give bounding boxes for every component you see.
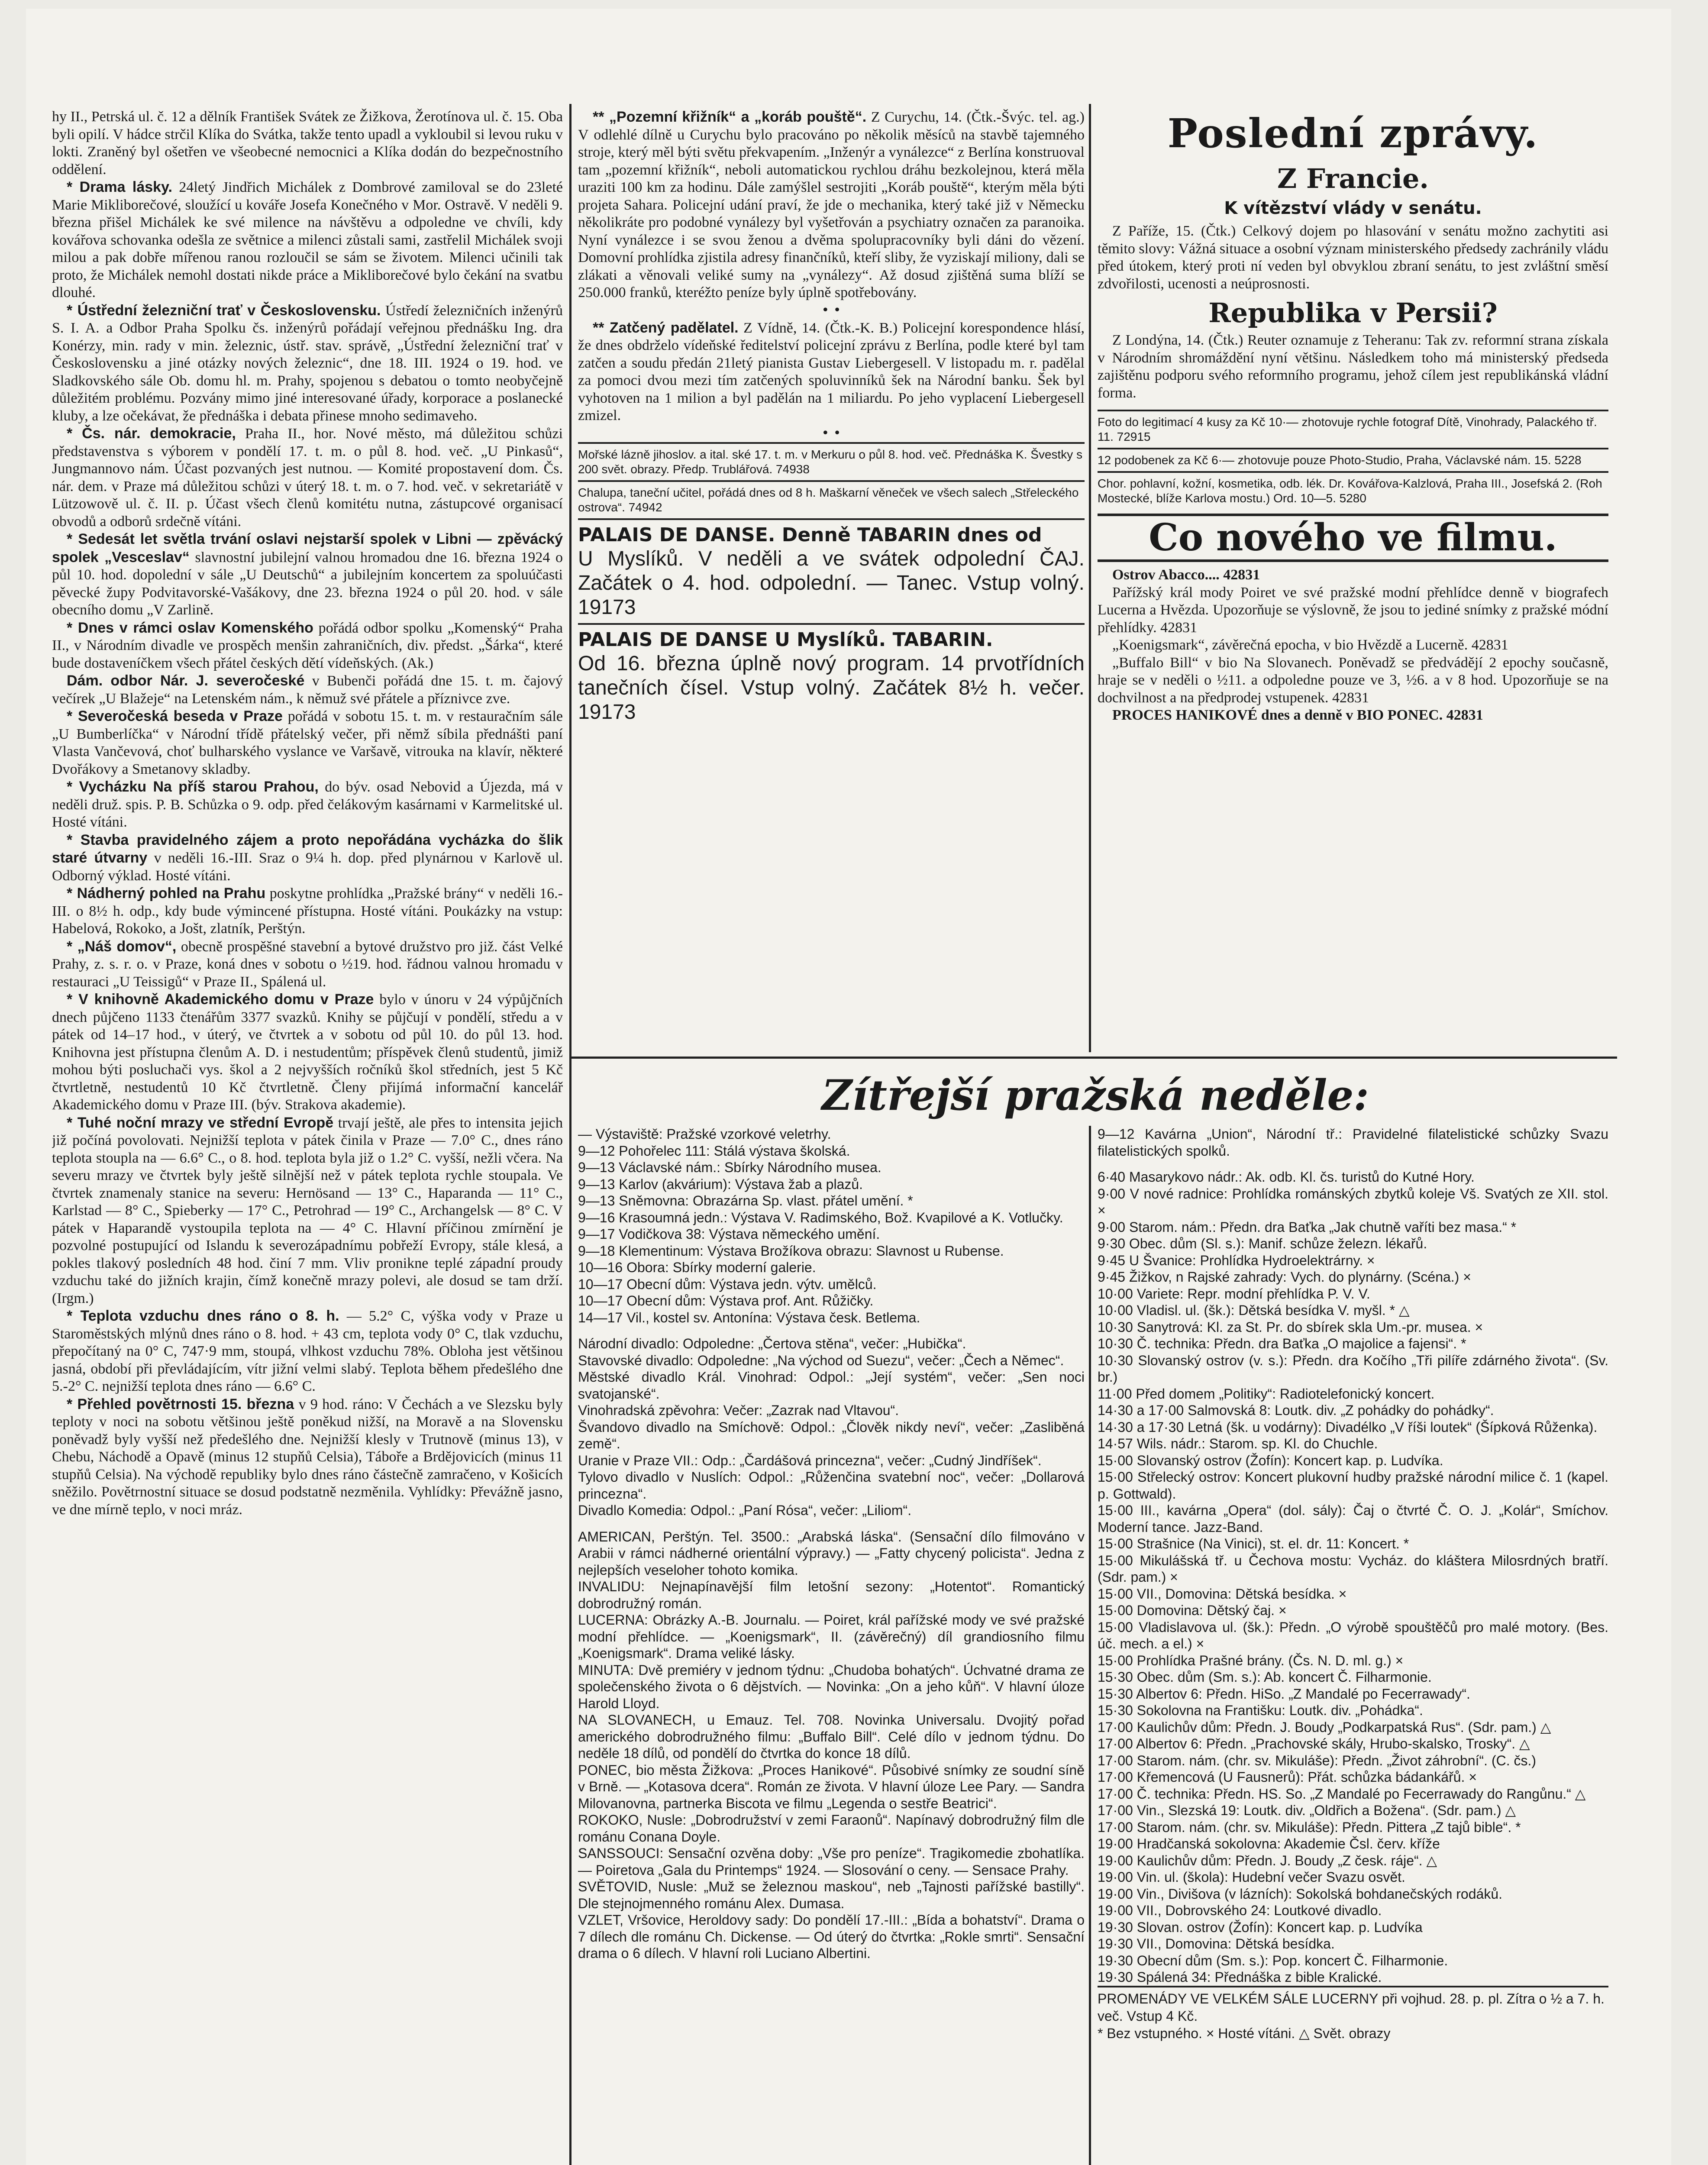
program-entry: 9—13 Václavské nám.: Sbírky Národního musea. — [578, 1160, 881, 1175]
article-paragraph — [52, 425, 563, 530]
program-entry: NA SLOVANECH, u Emauz. Tel. 708. Novinka Universalu. Dvojitý pořad amerického dobrodružného filmu: „Buffalo Bill“. Celé dílo v jednom týdnu. Do neděle 18 dílů, od pondělí do čtvrtka do konce 18 dílů. — [578, 1712, 1085, 1761]
event-entry: 15·00 VII., Domovina: Dětská besídka. × — [1098, 1586, 1347, 1602]
event-entry: 17·00 Křemencová (U Fausnerů): Přát. schůzka bádankářů. × — [1098, 1769, 1477, 1785]
column-sunday-program-left — [578, 1126, 1085, 2165]
event-entry: 9·30 Obec. dům (Sl. s.): Manif. schůze železn. lékařů. — [1098, 1236, 1427, 1251]
program-entry: 9—12 Pohořelec 111: Stálá výstava školská. — [578, 1143, 850, 1159]
event-entry: 15·30 Obec. dům (Sm. s.): Ab. koncert Č. Filharmonie. — [1098, 1669, 1432, 1685]
event-entry: 19·30 VII., Domovina: Dětská besídka. — [1098, 1936, 1335, 1952]
article-paragraph — [52, 672, 563, 708]
program-entry: 9—13 Sněmovna: Obrazárna Sp. vlast. přátel umění. * — [578, 1193, 913, 1209]
film-notice: Pařížský král mody Poiret ve své pražské modní přehlídce denně v biografech Lucerna a Hvězda. Upozorňuje se výslovně, že jsou to jediné snímky z pražské módní přehlídky. 42831 — [1098, 584, 1608, 636]
article-text: v 9 hod. ráno: V Čechách a ve Slezsku byly teploty v noci na sobotu většinou ještě poněkud nižší, na Moravě a na Slovensku poněvadž byly vyšší než předešlého dne. Nejnižší klesly v Trutnově (minus 13), v Chebu, Náchodě a Opavě (minus 12 stupňů Celsia), Táboře a Brdějovicích (minus 11 stupňů Celsia). Na východě republiky bylo dnes ráno částečně zamračeno, v Košicích sněžilo. Povětrnostní situace se dosud podstatně nezměnila. Vyhlídky: Převážně jasno, ve dne mírně teplo, v noci mráz. — [52, 1396, 563, 1518]
event-entry: 9·45 Žižkov, n Rajské zahrady: Vych. do plynárny. (Scéna.) × — [1098, 1269, 1471, 1285]
article-heading: * Drama lásky. — [67, 179, 172, 195]
article-paragraph — [52, 619, 563, 672]
article-heading: * Severočeská beseda v Praze — [67, 708, 283, 724]
advertisement — [578, 442, 1085, 480]
event-entry: 10·00 Variete: Repr. modní přehlídka P. V. V. — [1098, 1286, 1370, 1302]
article-heading: * „Náš domov“, — [67, 938, 177, 955]
article-paragraph — [52, 1114, 563, 1308]
film-notice: Ostrov Abacco.... 42831 — [1112, 567, 1260, 583]
ad-text: Mořské lázně jihoslov. a ital. ské 17. t. m. v Merkuru o půl 8. hod. več. Přednáška K. Švestky s 200 svět. obrazy. Předp. Trublářová. 74938 — [578, 447, 1083, 476]
program-entry: INVALIDU: Nejnapínavější film letošní sezony: „Hotentot“. Romantický dobrodružný román. — [578, 1579, 1085, 1611]
film-notice: „Koenigsmark“, závěrečná epocha, v bio Hvězdě a Lucerně. 42831 — [1112, 637, 1508, 653]
france-headline: Z Francie. — [1277, 163, 1429, 194]
program-entry: LUCERNA: Obrázky A.-B. Journalu. — Poiret, král pařížské mody ve své pražské modní přehlídce. — „Koenigsmark“, II. (závěrečný) díl grandiosního filmu „Koenigsmark“. Drama veliké lásky. — [578, 1612, 1085, 1661]
program-entry: Uranie v Praze VII.: Odp.: „Čardášová princezna“, večer: „Cudný Jindříšek“. — [578, 1452, 1042, 1468]
article-paragraph — [52, 178, 563, 302]
article-heading: * Dnes v rámci oslav Komenského — [67, 619, 313, 636]
event-entry: 15·00 Střelecký ostrov: Koncert plukovní hudby pražské národní milice č. 1 (kapel. p. Gottwald). — [1098, 1469, 1608, 1502]
tomorrow-sunday-headline: Zítřejší pražská neděle: — [822, 1071, 1369, 1120]
article-heading: * Čs. nár. demokracie, — [67, 425, 236, 442]
column-rule-1 — [569, 104, 571, 2165]
event-entry: 19·00 Hradčanská sokolovna: Akademie Čsl. červ. kříže — [1098, 1836, 1440, 1852]
article-paragraph — [52, 708, 563, 778]
article-text: Z Vídně, 14. (Čtk.-K. B.) Policejní korespondence hlásí, že dnes obdrželo vídeňské ředitelství policejní zprávu z Berlína, podle které byl tam zatčen a soudu předán 21letý pianista Gustav Liebergesell. V listopadu m. r. padělal za pomoci dvou mezi tím zatčených spoluvinníků šek na Národní banku. Šek byl vyhotoven na 1 milion a byl padělán na 1 miliardu. Po jeho vyplacení Liebergesell zmizel. — [578, 320, 1085, 423]
program-entry: Švandovo divadlo na Smíchově: Odpol.: „Člověk nikdy neví“, večer: „Zasliběná země“. — [578, 1419, 1085, 1451]
article-heading: * Tuhé noční mrazy ve střední Evropě — [67, 1114, 334, 1131]
article-text: Praha II., hor. Nové město, má důležitou schůzi představenstva s výborem v pondělí 17. t. m. o půl 8. hod. več. „U Pinkasů“, Jungmannovo nám. Účast pozvaných jest nutnou. — Komité propostavení dom. Čs. nár. dem. v Praze má důležitou schůzi v úterý 18. t. m. o 7. hod. več. v sekretariátě v Lützowově ul. č. II. p. Účast všech členů komitétu nutna, zástupcové organisací obvodů a odborů srdečně vítáni. — [52, 426, 563, 530]
event-entry: 6·40 Masarykovo nádr.: Ak. odb. Kl. čs. turistů do Kutné Hory. — [1098, 1169, 1475, 1185]
article-paragraph — [52, 302, 563, 425]
film-notice: „Buffalo Bill“ v bio Na Slovanech. Poněvadž se předvádějí 2 epochy současně, hraje se v neděli o ½11. a odpoledne pouze ve 3, ½6. a v 8 hod. Upozorňuje se na dochvilnost a na předprodej vstupenek. 42831 — [1098, 654, 1608, 706]
section-rule — [569, 1057, 1617, 1059]
program-entry: Městské divadlo Král. Vinohrad: Odpol.: „Její systém“, večer: „Sen noci svatojanské“. — [578, 1369, 1085, 1402]
advertisement — [578, 623, 1085, 728]
spacer — [578, 1326, 1085, 1335]
ad-title: PALAIS DE DANSE. Denně TABARIN dnes od — [578, 523, 1042, 546]
article-heading: * Přehled povětrnosti 15. března — [67, 1396, 294, 1412]
event-entry: 14·30 a 17·30 Letná (šk. u vodárny): Divadélko „V říši loutek“ (Šípková Růženka). — [1098, 1419, 1598, 1435]
latest-news-banner: Poslední zprávy. — [1167, 110, 1539, 157]
article-text: do býv. osad Nebovid a Újezda, má v neděli druž. spis. P. B. Schůzka o 9. odp. před čelákovým kasárnami v Karmelitské ul. Hosté vítáni. — [52, 779, 563, 830]
film-notice: PROCES HANIKOVÉ dnes a denně v BIO PONEC. 42831 — [1112, 707, 1483, 723]
article-paragraph — [52, 991, 563, 1114]
footer-note: PROMENÁDY VE VELKÉM SÁLE LUCERNY při vojhud. 28. p. pl. Zítra o ½ a 7. h. več. Vstup 4 Kč. — [1098, 1991, 1605, 2024]
program-entry: PONEC, bio města Žižkova: „Proces Hanikové“. Působivé snímky ze soudní síně v Brně. — „Kotasova dcera“. Román ze života. V hlavní úloze Lee Pary. — Sandra Milovanovna, partnerka Biscota ve filmu „Legenda o sestře Beatrici“. — [578, 1762, 1085, 1811]
event-entry: 15·30 Albertov 6: Předn. HiSo. „Z Mandalé po Fecerrawady“. — [1098, 1686, 1470, 1702]
program-entry: VZLET, Vršovice, Heroldovy sady: Do pondělí 17.-III.: „Bída a bohatství“. Drama o 7 dílech dle románu Ch. Dickense. — Od úterý do čtvrtka: „Rokle smrti“. Sensační drama o 6 dílech. V hlavní roli Luciano Albertini. — [578, 1912, 1085, 1961]
france-article: Z Paříže, 15. (Čtk.) Celkový dojem po hlasování v senátu možno zachytiti asi těmito slovy: Vážná situace a osobní význam ministerského předsedy zachránily vládu před útokem, který proti ní veden byl obvyklou zbraní senátu, to jest zvláštní směsí zdvořilosti, ucenosti a neúprosnosti. — [1098, 223, 1608, 292]
spacer — [1098, 1159, 1608, 1169]
event-entry: 19·00 Vin., Divišova (v lázních): Sokolská bohdanečských rodáků. — [1098, 1886, 1502, 1902]
event-entry: 19·30 Slovan. ostrov (Žofín): Koncert kap. p. Ludvíka — [1098, 1919, 1423, 1935]
event-entry: 15·00 Slovanský ostrov (Žofín): Koncert kap. p. Ludvíka. — [1098, 1452, 1443, 1468]
article-text: trvají ještě, ale přes to intensita jejich již počíná povolovati. Nejnižší teplota v pátek činila v Praze — 7.0° C., dnes ráno teplota stoupla na — 6.6° C., o 8. hod. teplota byla již o 1.2° C. vyšší, nežli včera. Na severu mrazy ve čtvrtek byly ještě silnější než v pátek teplota rychle stoupala. Ve čtvrtek znamenaly stanice na severu: Hernösand — 13° C., Haparanda — 11° C., Karlstad — 8° C., Spieberky — 17° C., Petrohrad — 19° C., Archangelsk — 8° C. V pátek v Haparandě vystoupila teplota na — 4° C. Hlavní příčinou zmírnění je pozvolné postupující od Islandu k severozápadnímu pobřeží Evropy, stále klesá, a pokles tlakový posledních 48 hod. činí 7 mm. Vliv pronikne teplé západní proudy vzduchu také do jižních krajin, čímž konečně mrazy polevi, ale dosud se tam drží. (Irgm.) — [52, 1115, 563, 1306]
article-heading: * Stavba pravidelného zájem a proto nepořádána vycházka do šlik staré útvarny — [52, 831, 563, 866]
article-text: v neděli 16.-III. Sraz o 9¼ h. dop. před plynárnou v Karlově ul. Odborný výklad. Hosté vítáni. — [52, 850, 563, 884]
column-news-local — [52, 108, 563, 2165]
film-news-banner: Co nového ve filmu. — [1098, 514, 1608, 562]
column-latest-news — [1098, 108, 1608, 1052]
event-entry: 19·00 Kaulichův dům: Předn. J. Boudy „Z česk. ráje“. △ — [1098, 1852, 1437, 1868]
article-paragraph — [578, 108, 1085, 302]
program-entry: 9—17 Vodičkova 38: Výstava německého umění. — [578, 1226, 880, 1242]
program-entry: 14—17 Vil., kostel sv. Antonína: Výstava česk. Betlema. — [578, 1309, 920, 1325]
event-entry: 19·00 VII., Dobrovského 24: Loutkové divadlo. — [1098, 1903, 1382, 1918]
article-text: bylo v únoru v 24 výpůjčních dnech půjčeno 1133 čtenářům 3377 svazků. Knihy se půjčují v pondělí, středu a v pátek od 14–17 hod., v úterý, ve čtvrtek a v sobotu od půl 10. do půl 13. hod. Knihovna jest přístupna členům A. D. i nestudentům; příspěvek členů studentů, jimiž mohou býti posluchači vys. škol a 2 nejvyšších ročníků škol středních, jest 5 Kč čtvrtletně, nestudentů 10 Kč čtvrtletně. Členy přijímá informační kancelář Akademického domu v Praze III. (býv. Strakova akademie). — [52, 992, 563, 1113]
event-entry: 9·00 Starom. nám.: Předn. dra Baťka „Jak chutně vaříti bez masa.“ * — [1098, 1219, 1517, 1235]
program-entry: 9—18 Klementinum: Výstava Brožíkova obrazu: Slavnost u Rubense. — [578, 1243, 1004, 1259]
article-paragraph — [578, 319, 1085, 425]
article-heading: Dám. odbor Nár. J. severočeské — [67, 672, 305, 689]
event-entry: 15·00 Domovina: Dětský čaj. × — [1098, 1603, 1287, 1618]
event-entry: 15·00 Prohlídka Prašné brány. (Čs. N. D. ml. g.) × — [1098, 1652, 1404, 1668]
article-heading: * Ústřední železniční trať v Československu. — [67, 302, 381, 319]
persia-article: Z Londýna, 14. (Čtk.) Reuter oznamuje z Teheranu: Tak zv. reformní strana získala v Národním shromáždění nyní většinu. Následkem toho má ministerský předseda zajištěnu podporu svého reformního programu, jehož cílem jest republikánská vládní forma. — [1098, 332, 1608, 401]
program-entry: 9—16 Krasoumná jedn.: Výstava V. Radimského, Bož. Kvapilové a K. Votlučky. — [578, 1209, 1063, 1225]
program-entry: SVĚTOVID, Nusle: „Muž se železnou maskou“, neb „Tajnosti pařížské bastilly“. Dle stejnojmenného románu Alex. Dumasa. — [578, 1879, 1085, 1911]
event-entry: 17·00 Č. technika: Předn. HS. So. „Z Mandalé po Fecerrawady do Rangůnu.“ △ — [1098, 1786, 1586, 1802]
advertisement — [578, 480, 1085, 518]
event-entry: 10·30 Sanytrová: Kl. za St. Pr. do sbírek skla Um.-pr. musea. × — [1098, 1319, 1483, 1335]
column-rule-3 — [1089, 1126, 1091, 2165]
program-entry: 10—17 Obecní dům: Výstava jedn. výtv. umělců. — [578, 1276, 877, 1292]
event-entry: 15·00 Strašnice (Na Vinici), st. el. dr. 11: Koncert. * — [1098, 1536, 1409, 1551]
event-entry: 19·30 Obecní dům (Sm. s.): Pop. koncert Č. Filharmonie. — [1098, 1952, 1448, 1968]
column-sunday-program-right — [1098, 1126, 1608, 2165]
article-text: Ústředí železničních inženýrů S. I. A. a Odbor Praha Spolku čs. inženýrů pořádají veřejnou přednášku Ing. dra Konérzy, min. rady v min. železnic, ústř. stav. správě, „Ústřední železniční trať v Československu a jiné otázky nových železnic“, dne 18. III. 1924 o 19. hod. ve Sladkovského sále Ob. domu hl. m. Prahy, spojenou s debatou o tomto neobyčejně důležitém problému. Pozvány mimo jiné interesované úřady, korporace a poslanecké kluby, a lze očekávat, že přednáška i debata přinese mnoho sedimaveho. — [52, 302, 563, 424]
article-heading: ** „Pozemní křižník“ a „koráb pouště“. — [593, 109, 867, 125]
separator-stars: • • — [821, 425, 841, 441]
event-entry: 9·00 V nové radnice: Prohlídka románských zbytků koleje Vš. Svatých ze XII. stol. × — [1098, 1186, 1608, 1218]
persia-headline: Republika v Persii? — [1208, 297, 1498, 329]
article-text: slavnostní jubilejní valnou hromadou dne 16. března 1924 o půl 10. hod. dopolední v sále „U Deutschů“ a jubilejním koncertem za spoluúčasti pěvecké župy Podvitavorské-Vašákovy, dne 23. března 1924 o půl 20. hod. v sále obecního domu „V Zarlině. — [52, 549, 563, 618]
spacer — [578, 1519, 1085, 1528]
event-entry: 17·00 Albertov 6: Předn. „Prachovské skály, Hrubo-skalsko, Trosky“. △ — [1098, 1736, 1530, 1751]
event-entry: 15·00 III., kavárna „Opera“ (dol. sály): Čaj o čtvrté Č. O. J. „Kolár“, Smíchov. Moderní tance. Jazz-Band. — [1098, 1503, 1608, 1535]
program-entry: Národní divadlo: Odpoledne: „Čertova stěna“, večer: „Hubička“. — [578, 1336, 966, 1351]
program-entry: ROKOKO, Nusle: „Dobrodružství v zemi Faraonů“. Napínavý dobrodružný film dle románu Conana Doyle. — [578, 1812, 1085, 1845]
classified-ad: Chor. pohlavní, kožní, kosmetika, odb. lék. Dr. Kovářova-Kalzlová, Praha III., Josefská 2. (Roh Mostecké, blíže Karlova mostu.) Ord. 10—5. 5280 — [1098, 471, 1608, 509]
article-paragraph — [52, 778, 563, 831]
article-paragraph — [52, 530, 563, 619]
program-entry: Divadlo Komedia: Odpol.: „Paní Rósa“, večer: „Liliom“. — [578, 1503, 912, 1518]
event-entry: 9—12 Kavárna „Union“, Národní tř.: Pravidelné filatelistické schůzky Svazu filatelistických spolků. — [1098, 1126, 1608, 1159]
event-entry: 10·00 Vladisl. ul. (šk.): Dětská besídka V. myšl. * △ — [1098, 1302, 1410, 1318]
event-entry: 17·00 Starom. nám. (chr. sv. Mikuláše): Předn. „Život záhrobní“. (C. čs.) — [1098, 1752, 1537, 1768]
article-heading: * Vycházku Na příš starou Prahou, — [67, 779, 319, 795]
program-entry: MINUTA: Dvě premiéry v jednom týdnu: „Chudoba bohatých“. Úchvatné drama ze společenského života o 6 dějstvích. — Novinka: „On a jeho kůň“. V hlavní úloze Harold Lloyd. — [578, 1662, 1085, 1711]
article-paragraph — [52, 938, 563, 991]
classified-ad: Foto do legitimací 4 kusy za Kč 10·— zhotovuje rychle fotograf Dítě, Vinohrady, Palackého tř. 11. 72915 — [1098, 410, 1608, 448]
program-entry: Stavovské divadlo: Odpoledne: „Na východ od Suezu“, večer: „Čech a Němec“. — [578, 1352, 1064, 1368]
column-rule-2 — [1089, 104, 1091, 1052]
article-heading: * Sedesát let světla trvání oslavi nejstarší spolek v Libni — zpěvácký spolek „Vesceslav“ — [52, 531, 563, 565]
article-text: v Bubenči pořádá dne 15. t. m. čajový večírek „U Blažeje“ na Letenském nám., k němuž své přátele a příznivce zve. — [52, 673, 563, 707]
article-heading: ** Zatčený padělatel. — [593, 319, 739, 336]
advertisement — [578, 518, 1085, 623]
ad-title: PALAIS DE DANSE U Myslíků. TABARIN. — [578, 628, 993, 651]
article-paragraph — [52, 831, 563, 885]
article-heading: * V knihovně Akademického domu v Praze — [67, 991, 374, 1008]
article-text: pořádá v sobotu 15. t. m. v restauračním sále „U Bumberlíčka“ v Národní třídě přátelský večer, při němž síbila přednášti paní Vlasta Vančevová, choť bulharského vyslance ve Varšavě, vitrouka na klavír, některé Dvořákovy a Smetanovy skladby. — [52, 708, 563, 777]
event-entry: 19·00 Vin. ul. (škola): Hudební večer Svazu osvět. — [1098, 1869, 1405, 1885]
column-news-foreign — [578, 108, 1085, 1052]
event-entry: 15·30 Sokolovna na Františku: Loutk. div. „Pohádka“. — [1098, 1703, 1423, 1718]
program-entry: 10—16 Obora: Sbírky moderní galerie. — [578, 1260, 816, 1275]
ad-text: U Myslíků. V neděli a ve svátek odpolední ČAJ. Začátek o 4. hod. odpolední. — Tanec. Vstup volný. 19173 — [578, 547, 1085, 619]
program-entry: Vinohradská zpěvohra: Večer: „Zazrak nad Vltavou“. — [578, 1402, 899, 1418]
program-entry: AMERICAN, Perštýn. Tel. 3500.: „Arabská láska“. (Sensační dílo filmováno v Arabii v rámci nádherné orientální výpravy.) — „Fatty chycený policista“. Jedna z nejlepších veseloher tohoto komika. — [578, 1528, 1085, 1578]
event-entry: 14·30 a 17·00 Salmovská 8: Loutk. div. „Z pohádky do pohádky“. — [1098, 1402, 1494, 1418]
event-entry: 10·30 Slovanský ostrov (v. s.): Předn. dra Kočího „Tři pilíře zdárného života“. (Sv. br.) — [1098, 1352, 1608, 1385]
event-entry: 11·00 Před domem „Politiky“: Radiotelefonický koncert. — [1098, 1386, 1435, 1402]
article-text: pořádá odbor spolku „Komenský“ Praha II., v Národním divadle ve prospěch menšin zahraničních, div. předst. „Šárka“, které bude dostaveníčkem všech přátel českých dětí vídeňských. (Ak.) — [52, 620, 563, 671]
article-text: obecně prospěšné stavební a bytové družstvo pro již. část Velké Prahy, z. s. r. o. v Praze, koná dnes v sobotu o ½19. hod. řádnou valnou hromadu v restauraci „U Teissigů“ v Praze II., Spálená ul. — [52, 938, 563, 990]
program-entry: — Výstaviště: Pražské vzorkové veletrhy. — [578, 1126, 831, 1142]
event-entry: 15·00 Vladislavova ul. (šk.): Předn. „O výrobě spouštěčů pro malé motory. (Bes. úč. mech. a el.) × — [1098, 1619, 1608, 1651]
article-text: Z Curychu, 14. (Čtk.-Švýc. tel. ag.) V odlehlé dílně u Curychu bylo pracováno po několik měsíců na stavbě tajemného stroje, který měl býti světu překvapením. „Inženýr a vynálezce“ z Berlína konstruoval tam „pozemní křižník“, neboli automatickou rychlou dráhu bezkolejnou, která měla uraziti 100 km za hodinu. Dále zamýšlel sestrojiti „Koráb pouště“, kterým měla býti projeta Sahara. Policejní udání praví, že jde o mechanika, který také již v Německu několikráte pro podobné vynálezy byl vyšetřován a psychiatry označen za paranoika. Nyní vynálezce i se svou ženou a dvěma spolupracovníky byli dáni do vězení. Domovní prohlídka zjistila adresy finančníků, kteří sliby, že vyziskají miliony, dali se zlákati a věnovali veliké sumy na „vynálezy“. Až dosud zjištěná suma blíží se 250.000 franků, kteréžto peníze byly úplně spotřebovány. — [578, 109, 1085, 301]
article-text: hy II., Petrská ul. č. 12 a dělník František Svátek ze Žižkova, Žerotínova ul. č. 15. Oba byli opilí. V hádce strčil Klíka do Svátka, takže tento upadl a vykloubil si levou ruku v lokti. Zraněný byl ošetřen ve všeobecné nemocnici a Klíka dodán do bezpečnostního oddělení. — [52, 109, 563, 178]
footer-note: * Bez vstupného. × Hosté vítáni. △ Svět. obrazy — [1098, 2025, 1391, 2041]
program-entry: Tylovo divadlo v Nuslích: Odpol.: „Růženčina svatební noc“, večer: „Dollarová princezna“. — [578, 1469, 1085, 1502]
program-entry: 9—13 Karlov (akvárium): Výstava žab a plazů. — [578, 1176, 863, 1192]
event-entry: 17·00 Vin., Slezská 19: Loutk. div. „Oldřich a Božena“. (Sdr. pam.) △ — [1098, 1803, 1516, 1818]
ad-text: Od 16. března úplně nový program. 14 prvotřídních tanečních čísel. Vstup volný. Začátek 8½ h. večer. 19173 — [578, 652, 1085, 724]
article-paragraph — [52, 885, 563, 938]
event-entry: 9·45 U Švanice: Prohlídka Hydroelektrárny. × — [1098, 1252, 1375, 1268]
event-entry: 15·00 Mikulášská tř. u Čechova mostu: Vycház. do kláštera Milosrdných bratří. (Sdr. pam.) × — [1098, 1552, 1608, 1585]
ad-text: Chalupa, taneční učitel, pořádá dnes od 8 h. Maškarní věneček ve všech salech „Střeleckého ostrova“. 74942 — [578, 485, 1079, 514]
article-heading: * Teplota vzduchu dnes ráno o 8. h. — [67, 1308, 339, 1324]
france-subheadline: K vítězství vlády v senátu. — [1224, 198, 1482, 218]
article-heading: * Nádherný pohled na Prahu — [67, 885, 266, 902]
classified-ad: 12 podobenek za Kč 6·— zhotovuje pouze Photo-Studio, Praha, Václavské nám. 15. 5228 — [1098, 448, 1608, 471]
article-paragraph — [52, 108, 563, 178]
article-paragraph — [52, 1396, 563, 1519]
separator-stars: • • — [821, 302, 841, 318]
article-paragraph — [52, 1307, 563, 1396]
program-entry: SANSSOUCI: Sensační ozvěna doby: „Vše pro peníze“. Tragikomedie zbohatlíka. — Poiretova „Gala du Printemps“ 1924. — Slosování o ceny. — Sensace Prahy. — [578, 1845, 1085, 1878]
event-entry: 17·00 Kaulichův dům: Předn. J. Boudy „Podkarpatská Rus“. (Sdr. pam.) △ — [1098, 1719, 1551, 1735]
article-text: poskytne prohlídka „Pražské brány“ v neděli 16.-III. o 8½ h. odp., kdy bude výmincené přístupna. Hosté vítáni. Poukázky na vstup: Habelová, Rokoko, a Jošt, zlatník, Perštýn. — [52, 885, 563, 937]
program-entry: 10—17 Obecní dům: Výstava prof. Ant. Růžičky. — [578, 1293, 874, 1309]
article-text: 24letý Jindřich Michálek z Dombrové zamiloval se do 23leté Marie Mikliborečové, sloužící u kováře Josefa Konečného v Mor. Ostravě. V neděli 9. března přišel Michálek ke své milence na návštěvu a odpoledne ve chvíli, kdy kovářova schovanka odešla ze světnice a milenci zůstali sami, zastřelil Michálek svoji milou a pak dobře mířenou ranou rozloučil se sám se životem. Milenci učinili tak proto, že Michálek nemohl dostati nikde práce a Mikliborečové bylo čekání na svatbu dlouhé. — [52, 179, 563, 301]
event-entry: 14·57 Wils. nádr.: Starom. sp. Kl. do Chuchle. — [1098, 1436, 1378, 1451]
article-text: — 5.2° C, výška vody v Praze u Staroměstských mlýnů dnes ráno o 8. hod. + 43 cm, teplota vody 0° C, tlak vzduchu, přepočítaný na 0° C, 747·9 mm, stoupá, vlhkost vzduchu 78%. Obloha jest většinou jasná, období při převládajícím, vítr jižní velmi slabý. Teplota během předešlého dne 5.-2° C. nejnižší teplota dnes ráno — 6.6° C. — [52, 1308, 563, 1394]
event-entry: 19·30 Spálená 34: Přednáška z bible Kralické. — [1098, 1969, 1382, 1985]
event-entry: 10·30 Č. technika: Předn. dra Baťka „O majolice a fajensi“. * — [1098, 1336, 1466, 1351]
event-entry: 17·00 Starom. nám. (chr. sv. Mikuláše): Předn. Pittera „Z tajů bible“. * — [1098, 1819, 1521, 1835]
